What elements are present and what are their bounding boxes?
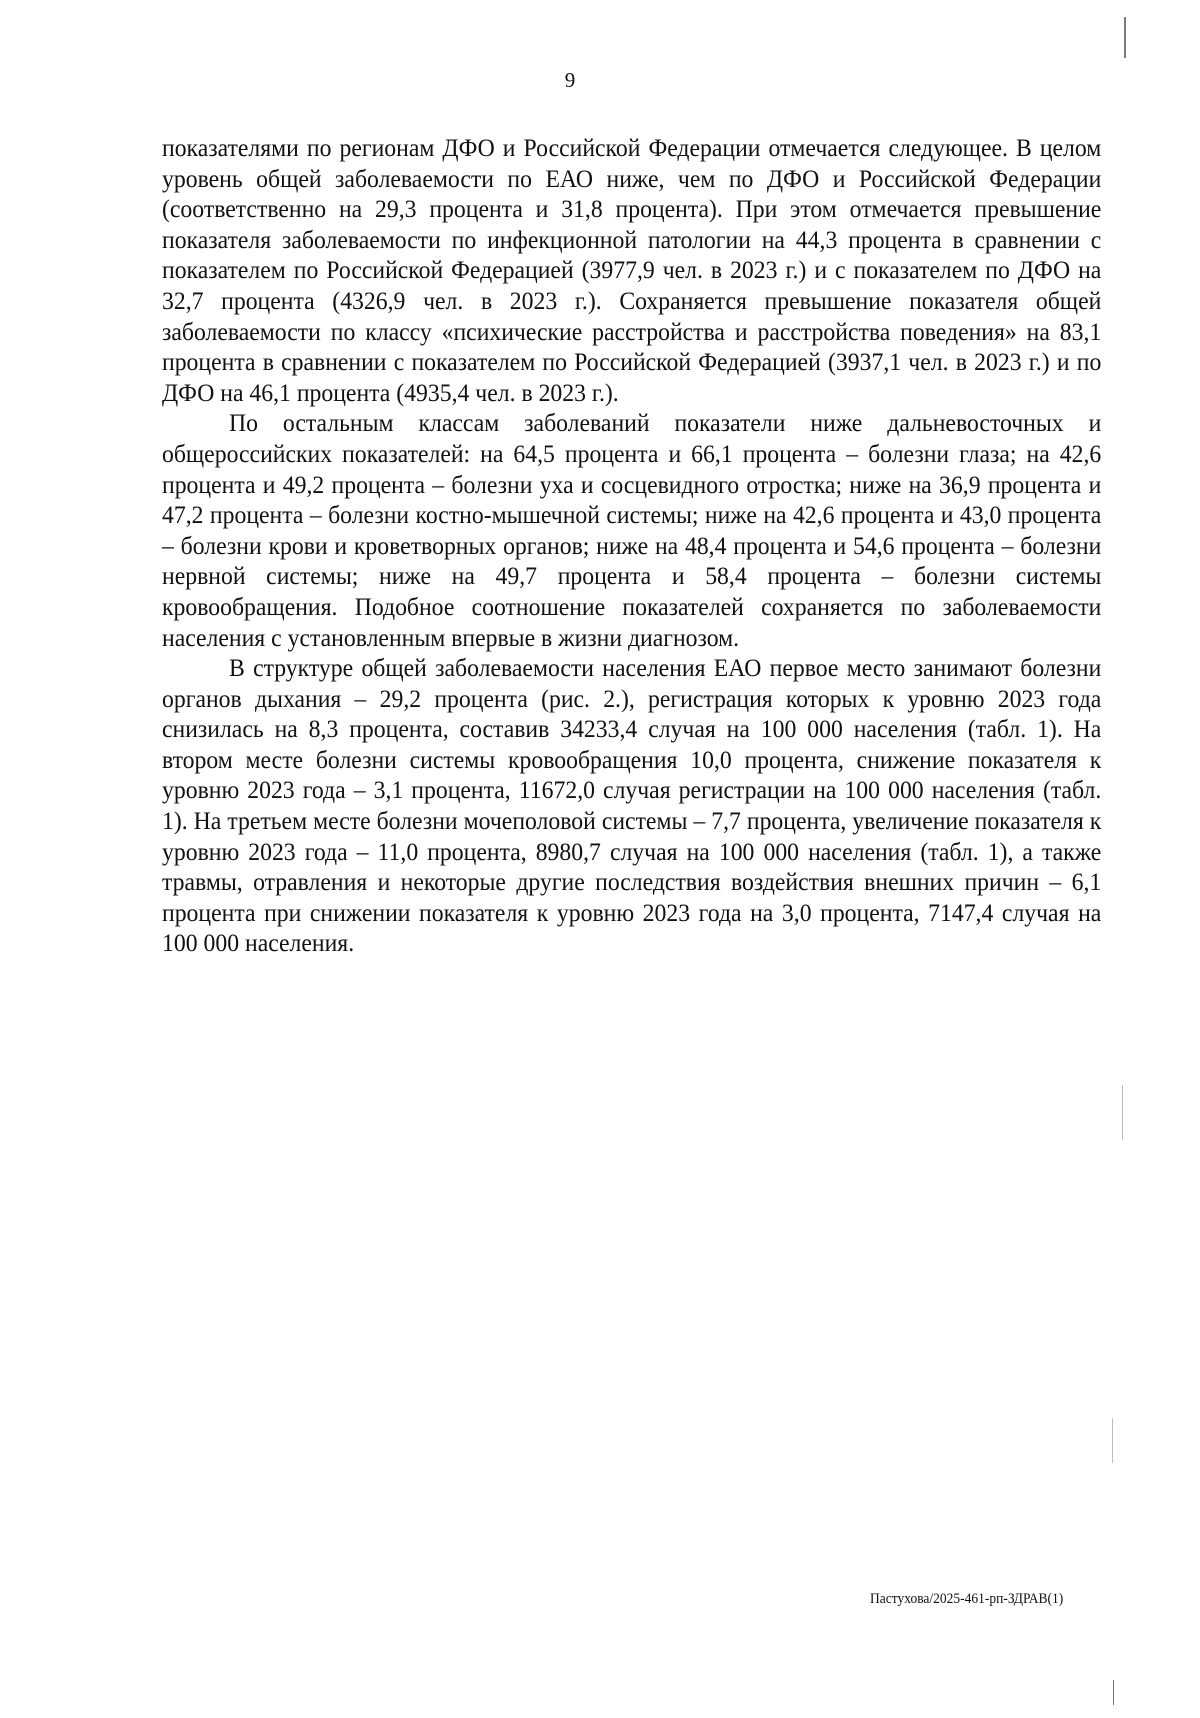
scan-artifact-line xyxy=(1124,17,1126,58)
page-number: 9 xyxy=(564,68,576,92)
paragraph-3: В структуре общей заболеваемости населения ЕАО первое место занимают болезни органов дыхания – 29,2 процента (рис. 2.), регистрация которых к уровню 2023 года снизилась на 8,3 процента, составив 34233,4 случая на 100 000 населения (табл. 1). На втором месте болезни системы кровообращения 10,0 процента, снижение показателя к уровню 2023 года – 3,1 процента, 11672,0 случая регистрации на 100 000 населения (табл. 1). На третьем месте болезни мочеполовой системы – 7,7 процента, увеличение показателя к уровню 2023 года – 11,0 процента, 8980,7 случая на 100 000 населения (табл. 1), а также травмы, отравления и некоторые другие последствия воздействия внешних причин – 6,1 процента при снижении показателя к уровню 2023 года на 3,0 процента, 7147,4 случая на 100 000 населения. xyxy=(162,653,1102,958)
document-footer-code: Пастухова/2025-461-рп-ЗДРАВ(1) xyxy=(870,1591,1064,1607)
document-body xyxy=(162,133,1101,959)
scan-artifact-line xyxy=(1122,1085,1123,1140)
paragraph-2: По остальным классам заболеваний показатели ниже дальневосточных и общероссийских показателей: на 64,5 процента и 66,1 процента – болезни глаза; на 42,6 процента и 49,2 процента – болезни уха и сосцевидного отростка; ниже на 36,9 процента и 47,2 процента – болезни костно-мышечной системы; ниже на 42,6 процента и 43,0 процента – болезни крови и кроветворных органов; ниже на 48,4 процента и 54,6 процента – болезни нервной системы; ниже на 49,7 процента и 58,4 процента – болезни системы кровообращения. Подобное соотношение показателей сохраняется по заболеваемости населения с установленным впервые в жизни диагнозом. xyxy=(162,408,1102,652)
paragraph-1: показателями по регионам ДФО и Российской Федерации отмечается следующее. В целом уровень общей заболеваемости по ЕАО ниже, чем по ДФО и Российской Федерации (соответственно на 29,3 процента и 31,8 процента). При этом отмечается превышение показателя заболеваемости по инфекционной патологии на 44,3 процента в сравнении с показателем по Российской Федерацией (3977,9 чел. в 2023 г.) и с показателем по ДФО на 32,7 процента (4326,9 чел. в 2023 г.). Сохраняется превышение показателя общей заболеваемости по классу «психические расстройства и расстройства поведения» на 83,1 процента в сравнении с показателем по Российской Федерацией (3937,1 чел. в 2023 г.) и по ДФО на 46,1 процента (4935,4 чел. в 2023 г.). xyxy=(162,133,1102,407)
scan-artifact-line xyxy=(1112,1418,1113,1463)
scan-artifact-line xyxy=(1113,1680,1114,1705)
